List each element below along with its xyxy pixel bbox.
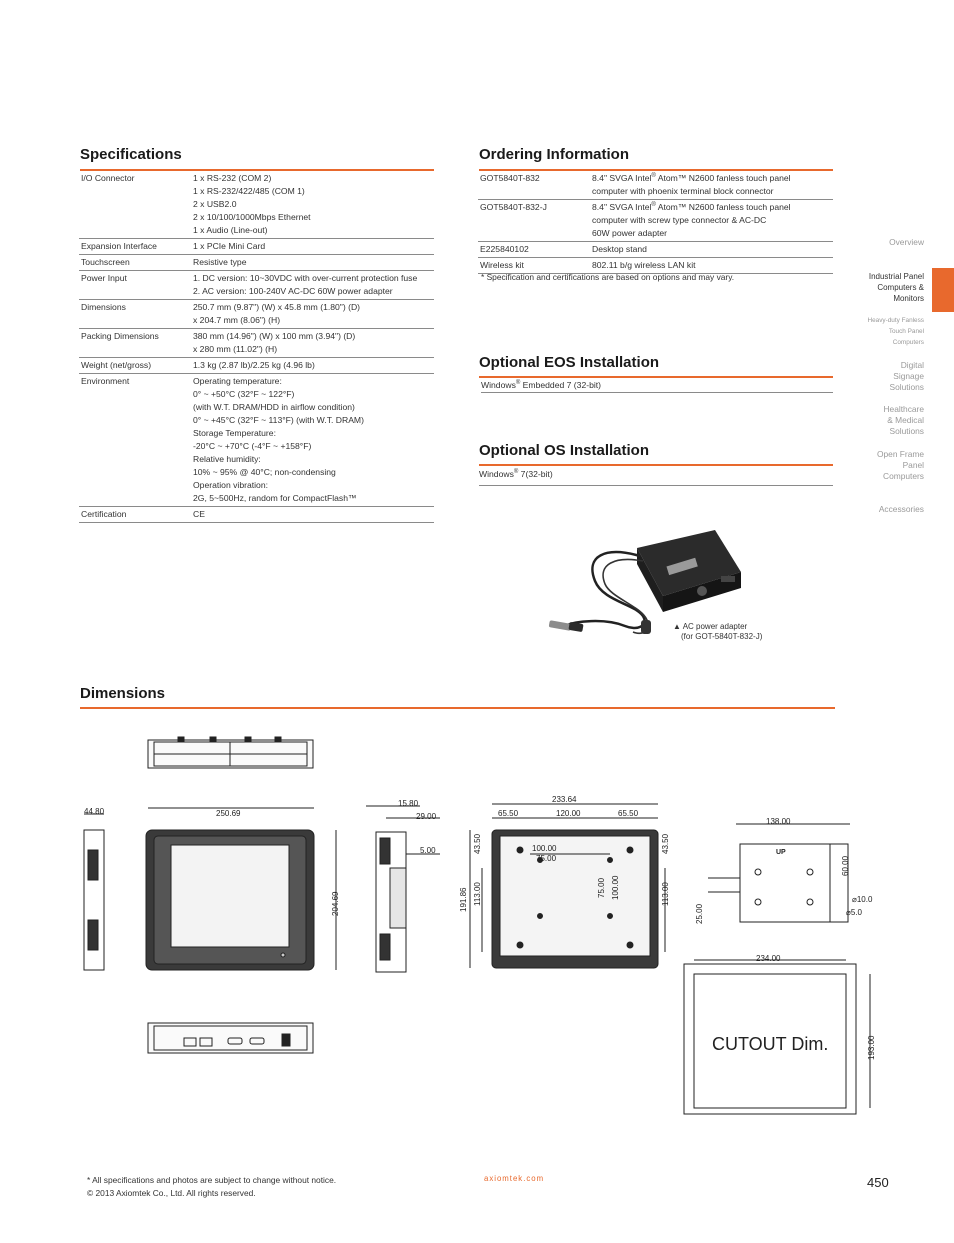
sidebar-label: Touch Panel xyxy=(888,328,924,335)
specifications-table xyxy=(79,171,434,523)
dim-mount-width: 138.00 xyxy=(766,817,791,826)
spec-value-line: Resistive type xyxy=(193,257,247,267)
sidebar-item-industrial-panel[interactable] xyxy=(869,271,924,304)
sidebar-label: Signage xyxy=(893,371,924,381)
dim-front-height: 204.69 xyxy=(331,891,340,916)
spec-key: Dimensions xyxy=(79,300,191,329)
eos-item xyxy=(481,378,833,393)
sidebar-label: Overview xyxy=(889,237,924,247)
spec-value-line: 250.7 mm (9.87") (W) x 45.8 mm (1.80") (D) xyxy=(193,302,361,312)
spec-value-line: Operation vibration: xyxy=(193,480,268,490)
side-view-drawing xyxy=(366,806,440,972)
spec-key: Expansion Interface xyxy=(79,239,191,255)
ordering-table xyxy=(478,171,833,274)
sidebar-item-healthcare[interactable] xyxy=(883,404,924,437)
order-value-line: Desktop stand xyxy=(592,244,647,254)
sidebar-item-overview[interactable] xyxy=(889,237,924,248)
dim-back-v100: 100.00 xyxy=(611,875,620,900)
spec-row xyxy=(79,507,434,523)
spec-value-line: 2. AC version: 100-240V AC-DC 60W power adapter xyxy=(193,286,393,296)
spec-value-line: 1 x RS-232 (COM 2) xyxy=(193,173,272,183)
ordering-note: * Specification and certifications are based on options and may vary. xyxy=(481,272,735,282)
order-value-line: 802.11 b/g wireless LAN kit xyxy=(592,260,696,270)
sidebar-label: Industrial Panel xyxy=(868,272,924,281)
sidebar-item-accessories[interactable] xyxy=(879,504,924,515)
order-value xyxy=(590,242,833,258)
sidebar-label: Open Frame xyxy=(876,449,924,459)
mount-drawing xyxy=(708,824,850,922)
order-key: Wireless kit xyxy=(478,258,590,274)
sidebar-active-tab xyxy=(932,268,954,312)
order-row xyxy=(478,242,833,258)
spec-value xyxy=(191,171,434,239)
dim-cutout-height: 193.00 xyxy=(867,1035,876,1060)
spec-row xyxy=(79,271,434,300)
dim-back-top-l: 43.50 xyxy=(473,833,482,854)
spec-value-line: 1.3 kg (2.87 lb)/2.25 kg (4.96 lb) xyxy=(193,360,315,370)
order-key: GOT5840T-832-J xyxy=(478,200,590,242)
footer-notes xyxy=(87,1174,336,1200)
sidebar-label: Panel xyxy=(902,460,924,470)
spec-value-line: x 280 mm (11.02") (H) xyxy=(193,344,278,354)
dim-side-d2: 29.00 xyxy=(416,812,437,821)
order-value-line: 8.4" SVGA Intel® Atom™ N2600 fanless touch panel xyxy=(592,173,791,183)
dim-back-h-mid-r: 113.00 xyxy=(661,882,670,906)
order-row xyxy=(478,200,833,242)
sidebar-label: Computers & xyxy=(877,283,924,292)
dim-back-center: 120.00 xyxy=(556,809,581,818)
spec-key: Power Input xyxy=(79,271,191,300)
spec-value-line: 2G, 5~500Hz, random for CompactFlash™ xyxy=(193,493,357,503)
spec-value-line: 0° ~ +50°C (32°F ~ 122°F) xyxy=(193,389,295,399)
spec-value-line: Operating temperature: xyxy=(193,376,282,386)
order-value-line: 8.4" SVGA Intel® Atom™ N2600 fanless touch panel xyxy=(592,202,791,212)
dim-back-left: 65.50 xyxy=(498,809,519,818)
adapter-caption xyxy=(673,622,762,642)
sidebar-label: Computers xyxy=(892,339,924,346)
spec-value-line: 1. DC version: 10~30VDC with over-current protection fuse xyxy=(193,273,418,283)
spec-value xyxy=(191,300,434,329)
dim-back-h-total: 191.86 xyxy=(459,887,468,912)
footer-note: * All specifications and photos are subject to change without notice. xyxy=(87,1175,337,1185)
bottom-view-drawing xyxy=(148,1023,313,1053)
sidebar-label: Monitors xyxy=(893,294,924,303)
sidebar-item-open-frame[interactable] xyxy=(877,449,924,482)
order-value-line: computer with phoenix terminal block connector xyxy=(592,186,774,196)
sidebar-label: Heavy-duty Fanless xyxy=(867,317,924,324)
spec-value xyxy=(191,507,434,523)
spec-row xyxy=(79,239,434,255)
order-value xyxy=(590,171,833,200)
sidebar-label: Solutions xyxy=(889,426,924,436)
spec-value-line: 0° ~ +45°C (32°F ~ 113°F) (with W.T. DRAM) xyxy=(193,415,364,425)
spec-value-line: Relative humidity: xyxy=(193,454,261,464)
order-value-line: 60W power adapter xyxy=(592,228,667,238)
top-view-drawing xyxy=(148,737,313,768)
spec-value-line: 380 mm (14.96") (W) x 100 mm (3.94") (D) xyxy=(193,331,356,341)
dim-side-d1: 15.80 xyxy=(398,799,419,808)
dimension-drawings xyxy=(70,720,890,1140)
spec-key: I/O Connector xyxy=(79,171,191,239)
dim-back-inner: 100.00 xyxy=(532,844,557,853)
dim-back-inner2: 75.00 xyxy=(536,854,557,863)
dim-back-v75: 75.00 xyxy=(597,877,606,898)
dim-mount-h60: 60.00 xyxy=(841,855,850,876)
page-number: 450 xyxy=(867,1175,889,1190)
os-item xyxy=(479,466,833,486)
dim-back-top-r: 43.50 xyxy=(661,833,670,854)
spec-row xyxy=(79,300,434,329)
spec-row xyxy=(79,255,434,271)
spec-key: Environment xyxy=(79,374,191,507)
spec-value-line: 1 x Audio (Line-out) xyxy=(193,225,268,235)
order-key: E225840102 xyxy=(478,242,590,258)
spec-value-line: 10% ~ 95% @ 40°C; non-condensing xyxy=(193,467,336,477)
spec-value-line: 1 x PCIe Mini Card xyxy=(193,241,266,251)
footer-copyright: © 2013 Axiomtek Co., Ltd. All rights reserved. xyxy=(87,1188,256,1198)
spec-row xyxy=(79,358,434,374)
back-view-drawing xyxy=(470,804,665,968)
spec-row xyxy=(79,171,434,239)
dim-mount-hole2: ⌀5.0 xyxy=(846,908,862,917)
spec-value xyxy=(191,255,434,271)
spec-key: Touchscreen xyxy=(79,255,191,271)
dimensions-rule xyxy=(80,707,835,709)
sidebar-label: Accessories xyxy=(878,504,924,514)
footer-url[interactable]: axiomtek.com xyxy=(484,1174,545,1183)
dim-mount-h25: 25.00 xyxy=(695,903,704,924)
spec-value-line: 2 x USB2.0 xyxy=(193,199,237,209)
spec-value-line: (with W.T. DRAM/HDD in airflow condition) xyxy=(193,402,355,412)
spec-value-line: 2 x 10/100/1000Mbps Ethernet xyxy=(193,212,311,222)
spec-value-line: 1 x RS-232/422/485 (COM 1) xyxy=(193,186,305,196)
eos-title: Optional EOS Installation xyxy=(479,354,660,371)
spec-value xyxy=(191,374,434,507)
dimensions-title: Dimensions xyxy=(80,685,166,702)
dim-mount-hole1: ⌀10.0 xyxy=(852,895,873,904)
sidebar-item-heavy-duty[interactable] xyxy=(868,315,924,348)
adapter-caption-line-1: ▲ AC power adapter xyxy=(673,622,748,631)
spec-value-line: CE xyxy=(193,509,205,519)
order-row xyxy=(478,171,833,200)
sidebar-label: Solutions xyxy=(889,382,924,392)
ordering-title: Ordering Information xyxy=(479,146,629,163)
adapter-caption-line-2: (for GOT-5840T-832-J) xyxy=(681,632,763,641)
spec-key: Weight (net/gross) xyxy=(79,358,191,374)
os-title: Optional OS Installation xyxy=(479,442,650,459)
dim-front-width: 250.69 xyxy=(216,809,241,818)
os-item-text: Windows® 7(32-bit) xyxy=(479,469,553,479)
specifications-title: Specifications xyxy=(80,146,182,163)
spec-key: Certification xyxy=(79,507,191,523)
spec-value-line: Storage Temperature: xyxy=(193,428,276,438)
spec-value-line: x 204.7 mm (8.06") (H) xyxy=(193,315,281,325)
dim-back-right: 65.50 xyxy=(618,809,639,818)
sidebar-label: Digital xyxy=(900,360,924,370)
sidebar-label: & Medical xyxy=(887,415,924,425)
order-key: GOT5840T-832 xyxy=(478,171,590,200)
spec-value xyxy=(191,239,434,255)
sidebar-item-digital-signage[interactable] xyxy=(890,360,924,393)
order-value-line: computer with screw type connector & AC-DC xyxy=(592,215,767,225)
spec-row xyxy=(79,329,434,358)
order-value xyxy=(590,200,833,242)
spec-value xyxy=(191,271,434,300)
spec-key: Packing Dimensions xyxy=(79,329,191,358)
spec-value xyxy=(191,329,434,358)
dim-back-overall: 233.64 xyxy=(552,795,577,804)
dim-cutout-width: 234.00 xyxy=(756,954,781,963)
dim-side-d3: 5.00 xyxy=(420,846,436,855)
sidebar-label: Computers xyxy=(883,471,924,481)
spec-row xyxy=(79,374,434,507)
dim-front-depth: 44.80 xyxy=(84,807,105,816)
spec-value xyxy=(191,358,434,374)
eos-item-text: Windows® Embedded 7 (32-bit) xyxy=(481,380,602,390)
cutout-label: CUTOUT Dim. xyxy=(712,1034,829,1054)
spec-value-line: -20°C ~ +70°C (-4°F ~ +158°F) xyxy=(193,441,312,451)
mount-up-label: UP xyxy=(776,849,786,856)
dim-back-h-mid-l: 113.00 xyxy=(473,882,482,906)
front-view-drawing xyxy=(84,808,336,970)
sidebar-label: Healthcare xyxy=(883,404,924,414)
